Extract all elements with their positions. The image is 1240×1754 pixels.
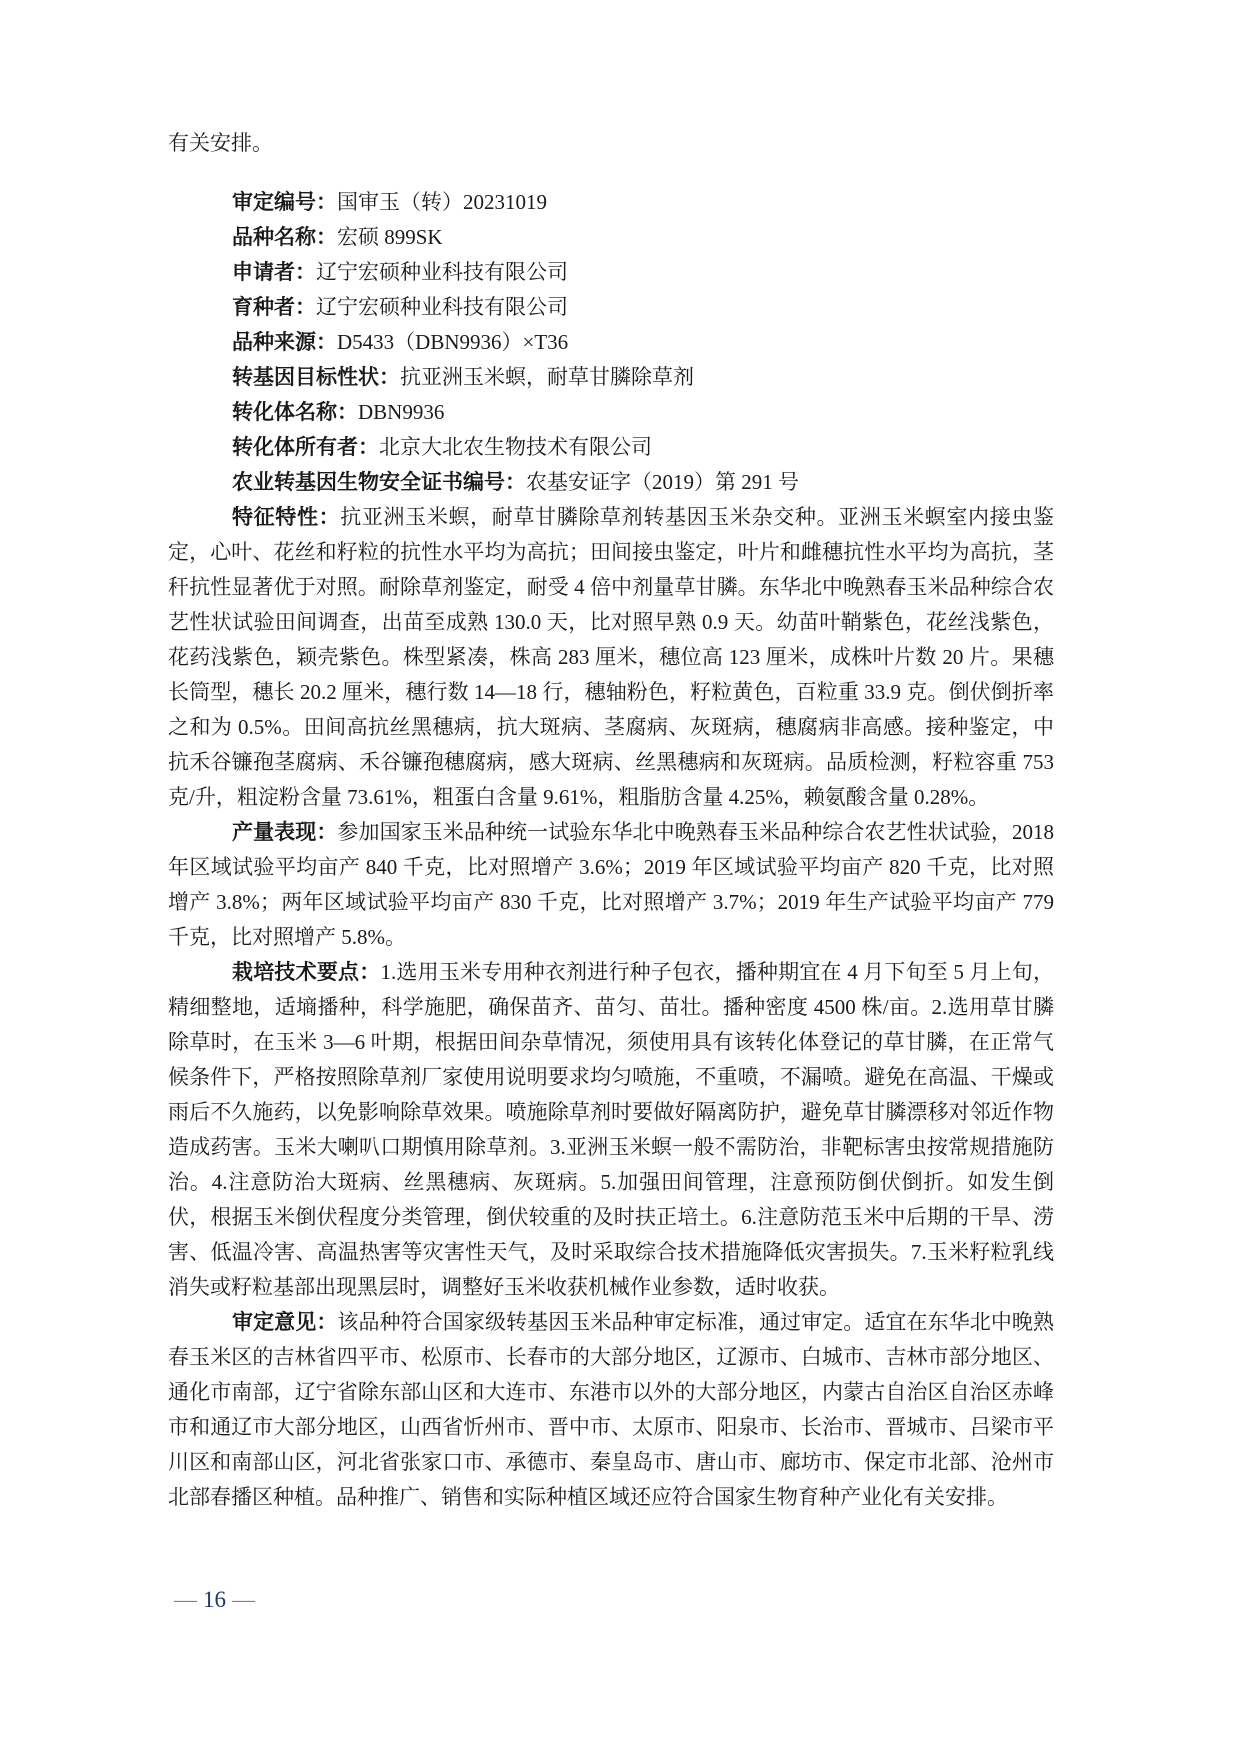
field-row-event-name xyxy=(168,395,1054,430)
field-row-approval-number xyxy=(168,185,1054,220)
footer-dash-right: — xyxy=(232,1587,255,1612)
paragraph-label: 产量表现： xyxy=(232,820,338,844)
paragraph-text: 抗亚洲玉米螟，耐草甘膦除草剂转基因玉米杂交种。亚洲玉米螟室内接虫鉴定，心叶、花丝和籽粒的抗性水平均为高抗；田间接虫鉴定，叶片和雌穗抗性水平均为高抗，茎秆抗性显著优于对照。耐除草剂鉴定，耐受 4 倍中剂量草甘膦。东华北中晚熟春玉米品种综合农艺性状试验田间调查，出苗至成熟 130.0 天，比对照早熟 0.9 天。幼苗叶鞘紫色，花丝浅紫色，花药浅紫色，颖壳紫色。株型紧凑，株高 283 厘米，穗位高 123 厘米，成株叶片数 20 片。果穗长筒型，穗长 20.2 厘米，穗行数 14—18 行，穗轴粉色，籽粒黄色，百粒重 33.9 克。倒伏倒折率之和为 0.5%。田间高抗丝黑穗病，抗大斑病、茎腐病、灰斑病，穗腐病非高感。接种鉴定，中抗禾谷镰孢茎腐病、禾谷镰孢穗腐病，感大斑病、丝黑穗病和灰斑病。品质检测，籽粒容重 753 克/升，粗淀粉含量 73.61%，粗蛋白含量 9.61%，粗脂肪含量 4.25%，赖氨酸含量 0.28%。 xyxy=(168,505,1055,809)
field-row-variety-source xyxy=(168,325,1054,360)
field-row-transgenic-trait xyxy=(168,360,1054,395)
field-label: 申请者： xyxy=(232,260,316,284)
field-label: 品种来源： xyxy=(232,330,337,354)
footer-dash-left: — xyxy=(174,1587,197,1612)
field-label: 农业转基因生物安全证书编号： xyxy=(232,470,526,494)
field-label: 转基因目标性状： xyxy=(232,365,400,389)
field-value: DBN9936 xyxy=(358,400,445,424)
field-value: 农基安证字（2019）第 291 号 xyxy=(526,470,799,494)
intro-continuation-text: 有关安排。 xyxy=(168,131,273,155)
paragraph-yield-performance xyxy=(168,815,1054,955)
page-content xyxy=(168,126,1054,1515)
paragraph-text: 1.选用玉米专用种衣剂进行种子包衣，播种期宜在 4 月下旬至 5 月上旬，精细整地，适墒播种，科学施肥，确保苗齐、苗匀、苗壮。播种密度 4500 株/亩。2.选用草甘膦除草时，在玉米 3—6 叶期，根据田间杂草情况，须使用具有该转化体登记的草甘膦，在正常气候条件下，严格按照除草剂厂家使用说明要求均匀喷施，不重喷，不漏喷。避免在高温、干燥或雨后不久施药，以免影响除草效果。喷施除草剂时要做好隔离防护，避免草甘膦漂移对邻近作物造成药害。玉米大喇叭口期慎用除草剂。3.亚洲玉米螟一般不需防治，非靶标害虫按常规措施防治。4.注意防治大斑病、丝黑穗病、灰斑病。5.加强田间管理，注意预防倒伏倒折。如发生倒伏，根据玉米倒伏程度分类管理，倒伏较重的及时扶正培土。6.注意防范玉米中后期的干旱、涝害、低温冷害、高温热害等灾害性天气，及时采取综合技术措施降低灾害损失。7.玉米籽粒乳线消失或籽粒基部出现黑层时，调整好玉米收获机械作业参数，适时收获。 xyxy=(168,960,1055,1299)
field-value: 北京大北农生物技术有限公司 xyxy=(379,435,652,459)
field-row-breeder xyxy=(168,290,1054,325)
field-row-event-owner xyxy=(168,430,1054,465)
paragraph-label: 特征特性： xyxy=(232,505,341,529)
paragraph-text: 该品种符合国家级转基因玉米品种审定标准，通过审定。适宜在东华北中晚熟春玉米区的吉林省四平市、松原市、长春市的大部分地区，辽源市、白城市、吉林市部分地区、通化市南部，辽宁省除东部山区和大连市、东港市以外的大部分地区，内蒙古自治区自治区赤峰市和通辽市大部分地区，山西省忻州市、晋中市、太原市、阳泉市、长治市、晋城市、吕梁市平川区和南部山区，河北省张家口市、承德市、秦皇岛市、唐山市、廊坊市、保定市北部、沧州市北部春播区种植。品种推广、销售和实际种植区域还应符合国家生物育种产业化有关安排。 xyxy=(168,1310,1055,1509)
paragraph-cultivation-techniques xyxy=(168,955,1054,1305)
field-label: 转化体所有者： xyxy=(232,435,379,459)
field-value: 辽宁宏硕种业科技有限公司 xyxy=(316,295,568,319)
field-row-applicant xyxy=(168,255,1054,290)
page-footer xyxy=(168,1585,261,1615)
field-label: 审定编号： xyxy=(232,190,337,214)
field-label: 转化体名称： xyxy=(232,400,358,424)
field-value: 宏硕 899SK xyxy=(337,225,443,249)
paragraph-label: 审定意见： xyxy=(232,1310,338,1334)
page-number: 16 xyxy=(203,1587,226,1612)
field-row-biosafety-certificate xyxy=(168,465,1054,500)
paragraph-text: 参加国家玉米品种统一试验东华北中晚熟春玉米品种综合农艺性状试验，2018 年区域试验平均亩产 840 千克，比对照增产 3.6%；2019 年区域试验平均亩产 820 千克，比对照增产 3.8%；两年区域试验平均亩产 830 千克，比对照增产 3.7%；2019 年生产试验平均亩产 779 千克，比对照增产 5.8%。 xyxy=(168,820,1054,949)
field-label: 育种者： xyxy=(232,295,316,319)
paragraph-label: 栽培技术要点： xyxy=(232,960,381,984)
variety-field-list xyxy=(168,185,1054,500)
paragraph-approval-opinion xyxy=(168,1305,1054,1515)
field-row-variety-name xyxy=(168,220,1054,255)
field-value: 辽宁宏硕种业科技有限公司 xyxy=(316,260,568,284)
field-value: D5433（DBN9936）×T36 xyxy=(337,330,569,354)
field-value: 国审玉（转）20231019 xyxy=(337,190,547,214)
field-value: 抗亚洲玉米螟，耐草甘膦除草剂 xyxy=(400,365,694,389)
paragraph-characteristics xyxy=(168,500,1054,815)
field-label: 品种名称： xyxy=(232,225,337,249)
